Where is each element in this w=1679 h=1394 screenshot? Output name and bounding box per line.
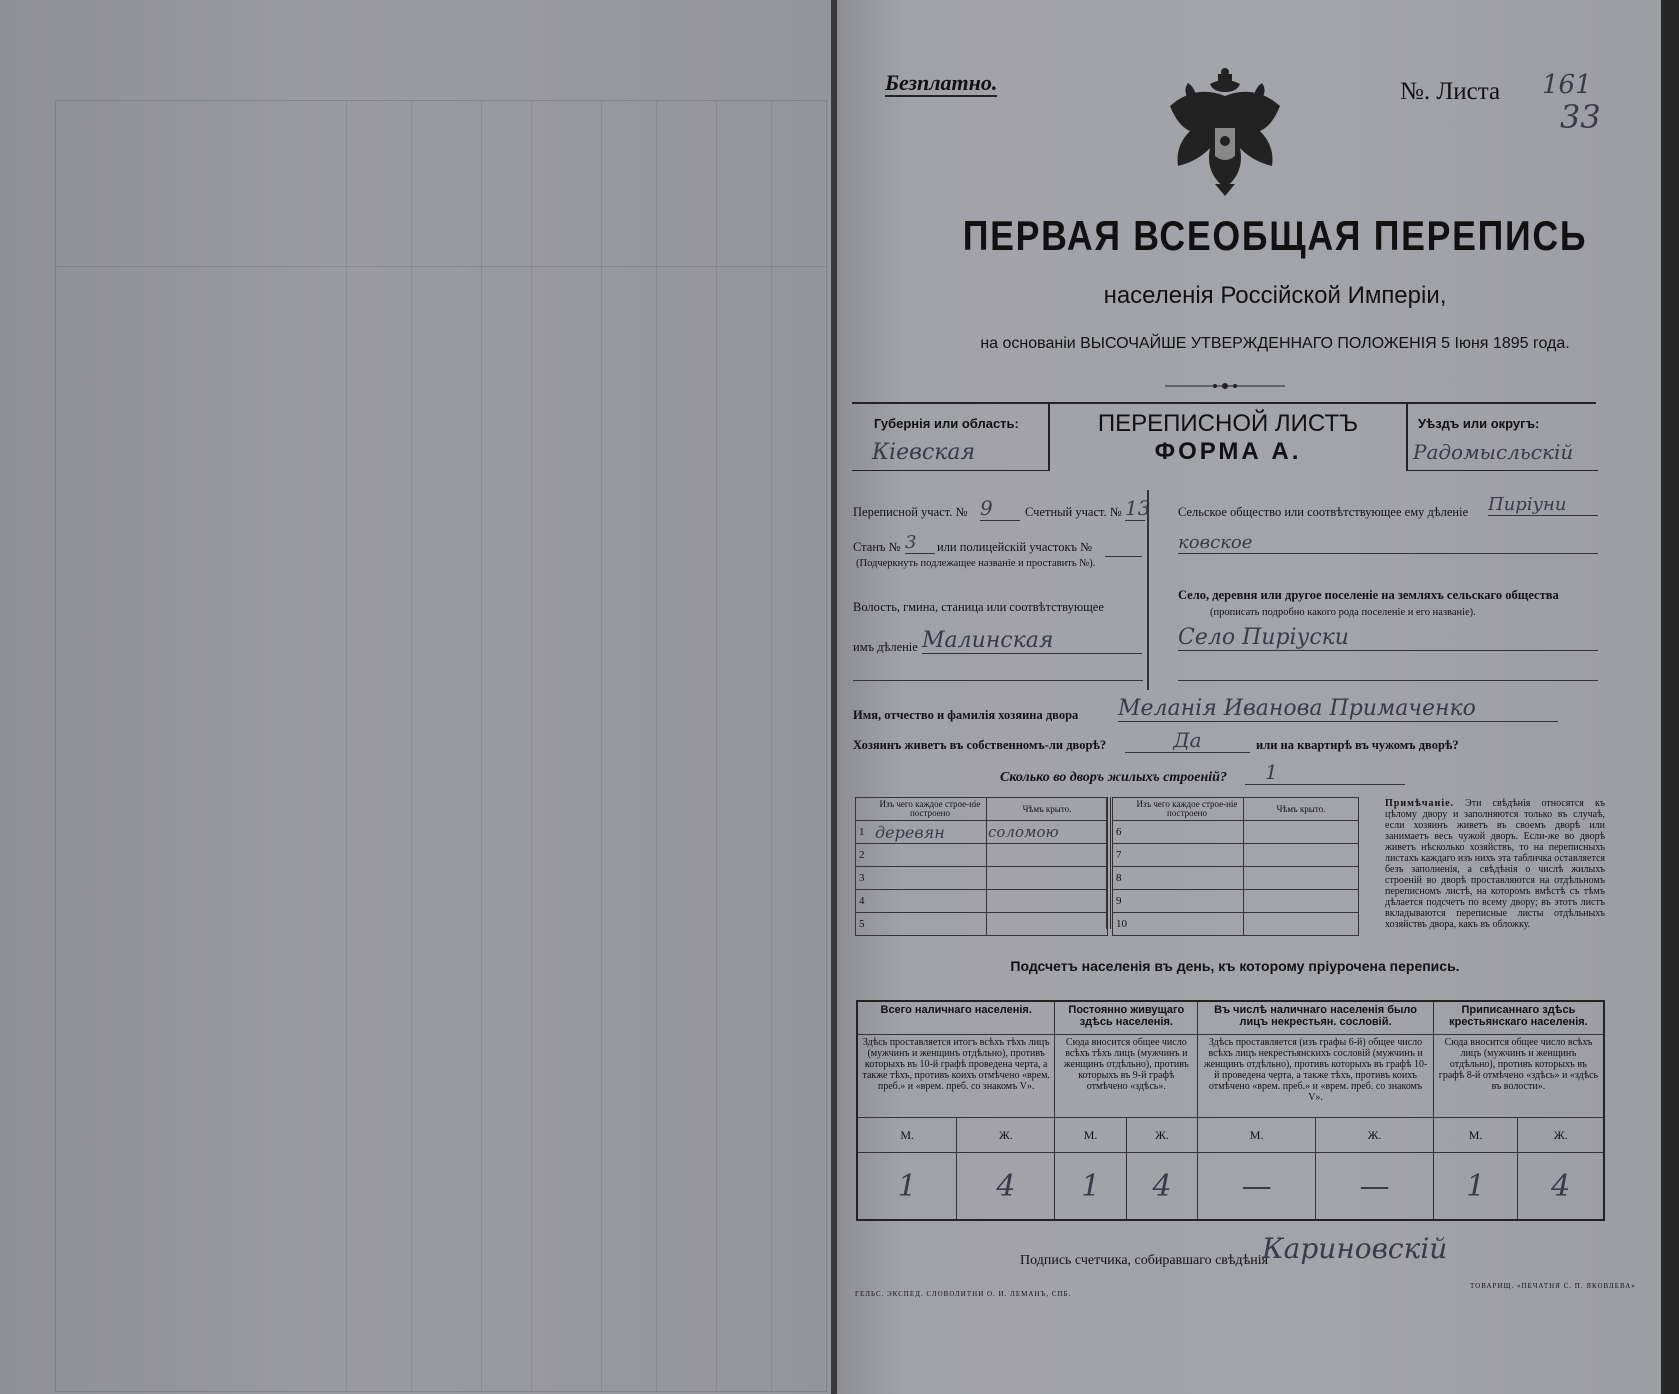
building-material — [1131, 844, 1244, 867]
document-title: ПЕРВАЯ ВСЕОБЩАЯ ПЕРЕПИСЬ — [962, 212, 1588, 259]
building-row — [1113, 867, 1359, 890]
census-male-count: 1 — [1433, 1153, 1518, 1221]
double-headed-eagle-emblem — [1160, 66, 1290, 201]
building-row-number: 8 — [1113, 867, 1132, 890]
building-material — [1131, 821, 1244, 844]
census-female-label: Ж. — [1316, 1118, 1434, 1153]
building-row — [856, 913, 1108, 936]
census-female-count: 4 — [957, 1153, 1055, 1221]
schetny-value: 13 — [1125, 496, 1151, 520]
census-table — [856, 1000, 1605, 1221]
building-material — [1131, 890, 1244, 913]
building-row-number: 5 — [856, 913, 875, 936]
census-col-description: Здѣсь проставляется итогъ всѣхъ тѣхъ лицъ (мужчинъ и женщинъ отдѣльно), противъ которыхъ въ 10-й графѣ проведена черта, а также тѣхъ, противъ коихъ отмѣчено «врем. преб.» и «врем. преб. со знакомъ V». — [857, 1035, 1055, 1118]
census-col-description: Сюда вносится общее число всѣхъ тѣхъ лицъ (мужчинъ и женщинъ отдѣльно), противъ которыхъ въ 9-й графѣ отмѣчено «здѣсь». — [1055, 1035, 1198, 1118]
buildings-value: 1 — [1245, 760, 1405, 785]
uezd-cell — [1406, 402, 1598, 471]
buildings-label: Сколько во дворъ жилыхъ строеній? — [1000, 770, 1227, 785]
signature: Кариновскій — [1262, 1232, 1448, 1265]
building-roof — [1244, 913, 1359, 936]
census-female-count: — — [1316, 1153, 1434, 1221]
building-material — [874, 844, 987, 867]
census-male-label: М. — [857, 1118, 957, 1153]
form-title — [1050, 410, 1406, 466]
buildings-table-right — [1112, 797, 1359, 936]
building-roof — [987, 913, 1108, 936]
building-row-number: 4 — [856, 890, 875, 913]
sheet-number-label: №. Листа — [1400, 78, 1501, 105]
schetny-label: Счетный участ. № — [1025, 505, 1122, 519]
building-row-number: 3 — [856, 867, 875, 890]
building-material — [1131, 867, 1244, 890]
building-roof — [1244, 890, 1359, 913]
building-row-number: 7 — [1113, 844, 1132, 867]
census-male-label: М. — [1433, 1118, 1518, 1153]
building-material — [874, 867, 987, 890]
field-column-divider — [1147, 490, 1149, 690]
form-title-line2: ФОРМА А. — [1154, 438, 1302, 465]
volost-extra-line — [853, 670, 1143, 681]
printer-imprint-left: ГЕЛЬС. ЭКСПЕД. СЛОВОЛИТНИ О. И. ЛЕМАНЪ, СПБ. — [855, 1290, 1072, 1298]
lives-value: Да — [1125, 728, 1250, 753]
col-material-header: Изъ чего каждое строе-ніе построено — [874, 798, 987, 821]
census-col-header: Приписаннаго здѣсь крестьянскаго населенія. — [1433, 1001, 1604, 1035]
building-material — [874, 890, 987, 913]
census-col-description: Сюда вносится общее число всѣхъ лицъ (мужчинъ и женщинъ отдѣльно), противъ которыхъ въ графѣ 8-й отмѣчено «здѣсь» и «здѣсь въ волости». — [1433, 1035, 1604, 1118]
free-label: Безплатно. — [885, 70, 998, 95]
building-row — [1113, 890, 1359, 913]
note-text: Эти свѣдѣнія относятся къ цѣлому двору и заполняются только въ случаѣ, если хозяинъ живетъ въ своемъ дворѣ или занимаетъ весь чужой дворъ. Если-же во дворѣ живетъ нѣсколько хозяйствъ, то на переписныхъ листахъ каждаго изъ нихъ эта табличка оставляется безъ заполненія, а свѣдѣнія о числѣ жилыхъ строеній во дворѣ проставляются на отдѣльномъ переписномъ листѣ, на которомъ вмѣстѣ съ тѣмъ дѣлается подсчетъ по всему двору; въ этотъ листъ вкладываются переписные листы отдѣльныхъ хозяйствъ двора, какъ въ обложку. — [1385, 798, 1606, 930]
building-material: деревян — [874, 821, 987, 844]
census-col-header: Въ числѣ наличнаго населенія было лицъ некрестьян. сословій. — [1198, 1001, 1434, 1035]
society-value-2: ковское — [1178, 532, 1598, 554]
legal-basis: на основаніи ВЫСОЧАЙШЕ УТВЕРЖДЕННАГО ПОЛОЖЕНІЯ 5 Іюня 1895 года. — [980, 335, 1570, 352]
building-row-number: 2 — [856, 844, 875, 867]
building-row — [856, 890, 1108, 913]
document-subtitle: населенія Россійской Имперіи, — [1103, 282, 1447, 309]
building-roof: соломою — [987, 821, 1108, 844]
police-hint: (Подчеркнуть подлежащее названіе и проставить №). — [856, 558, 1096, 569]
bleed-through-grid — [55, 100, 827, 1392]
building-row-number: 9 — [1113, 890, 1132, 913]
building-row-number: 10 — [1113, 913, 1132, 936]
ornament-divider — [1165, 380, 1285, 392]
building-roof — [987, 867, 1108, 890]
census-male-count: — — [1198, 1153, 1316, 1221]
village-extra-line — [1178, 670, 1598, 681]
stan-label: Станъ № — [853, 540, 901, 554]
form-title-line1: ПЕРЕПИСНОЙ ЛИСТЪ — [1097, 410, 1359, 437]
lives-label: Хозяинъ живетъ въ собственномъ-ли дворѣ? — [853, 738, 1107, 752]
sheet-number-handwritten: 161 — [1542, 70, 1592, 100]
village-value: Село Пиріуски — [1178, 625, 1598, 651]
gubernia-label: Губернія или область: — [874, 416, 1019, 431]
uezd-value: Радомысльскій — [1413, 440, 1574, 464]
printer-imprint-right: ТОВАРИЩ. «ПЕЧАТНЯ С. П. ЯКОВЛЕВА» — [1470, 1282, 1636, 1290]
census-male-count: 1 — [1055, 1153, 1126, 1221]
census-female-label: Ж. — [1126, 1118, 1197, 1153]
building-row — [856, 844, 1108, 867]
building-row — [1113, 913, 1359, 936]
uezd-label: Уѣздъ или округъ: — [1418, 416, 1540, 431]
buildings-table-left — [855, 797, 1108, 936]
census-female-label: Ж. — [957, 1118, 1055, 1153]
uchastok-value: 9 — [980, 496, 1020, 521]
census-male-label: М. — [1055, 1118, 1126, 1153]
building-roof — [1244, 821, 1359, 844]
lives-label-2: или на квартирѣ въ чужомъ дворѣ? — [1256, 738, 1459, 752]
owner-value: Меланія Иванова Примаченко — [1118, 696, 1558, 722]
owner-label: Имя, отчество и фамилія хозяина двора — [853, 708, 1079, 722]
building-row — [1113, 821, 1359, 844]
signature-label: Подпись счетчика, собиравшаго свѣдѣнія — [1020, 1253, 1269, 1268]
buildings-table-divider — [1106, 797, 1111, 929]
building-material — [1131, 913, 1244, 936]
census-male-label: М. — [1198, 1118, 1316, 1153]
volost-value: Малинская — [922, 628, 1142, 654]
building-row — [856, 821, 1108, 844]
volost-label: Волость, гмина, станица или соотвѣтствующее — [853, 600, 1104, 614]
census-female-count: 4 — [1126, 1153, 1197, 1221]
census-female-label: Ж. — [1518, 1118, 1604, 1153]
building-roof — [1244, 867, 1359, 890]
police-value-line — [1105, 548, 1142, 557]
building-roof — [987, 844, 1108, 867]
census-title: Подсчетъ населенія въ день, къ которому пріурочена перепись. — [1010, 958, 1460, 974]
left-page — [0, 0, 831, 1394]
note-label: Примѣчаніе. — [1385, 798, 1455, 809]
building-roof — [1244, 844, 1359, 867]
society-label: Сельское общество или соотвѣтствующее ему дѣленіе — [1178, 505, 1469, 519]
uchastok-label: Переписной участ. № — [853, 505, 968, 519]
archive-number-handwritten: 33 — [1560, 98, 1601, 136]
building-row-number: 6 — [1113, 821, 1132, 844]
census-col-description: Здѣсь проставляется (изъ графы 6-й) общее число всѣхъ лицъ некрестьянскихъ сословій (мужчинъ и женщинъ отдѣльно), противъ которыхъ въ графѣ 10-й проведена черта, а также тѣхъ, противъ коихъ отмѣчено «врем. преб.» и «врем. преб. со знакомъ V». — [1198, 1035, 1434, 1118]
building-material — [874, 913, 987, 936]
police-label: или полицейскій участокъ № — [937, 540, 1093, 554]
buildings-note — [1385, 798, 1605, 930]
building-roof — [987, 890, 1108, 913]
col-roof-header-2: Чѣмъ крыто. — [1244, 798, 1359, 821]
building-row-number: 1 — [856, 821, 875, 844]
census-col-header: Всего наличнаго населенія. — [857, 1001, 1055, 1035]
gubernia-cell — [852, 402, 1050, 471]
building-row — [856, 867, 1108, 890]
village-hint: (прописать подробно какого рода поселеніе и его названіе). — [1210, 607, 1476, 618]
census-male-count: 1 — [857, 1153, 957, 1221]
gubernia-value: Кіевская — [872, 440, 976, 465]
building-row — [1113, 844, 1359, 867]
stan-value: 3 — [905, 532, 935, 554]
society-value: Пиріуни — [1488, 494, 1598, 516]
col-material-header-2: Изъ чего каждое строе-ніе построено — [1131, 798, 1244, 821]
village-label: Село, деревня или другое поселеніе на земляхъ сельскаго общества — [1178, 588, 1559, 602]
volost-label-2: имъ дѣленіе — [853, 640, 918, 654]
col-roof-header: Чѣмъ крыто. — [987, 798, 1108, 821]
census-col-header: Постоянно живущаго здѣсь населенія. — [1055, 1001, 1198, 1035]
census-female-count: 4 — [1518, 1153, 1604, 1221]
